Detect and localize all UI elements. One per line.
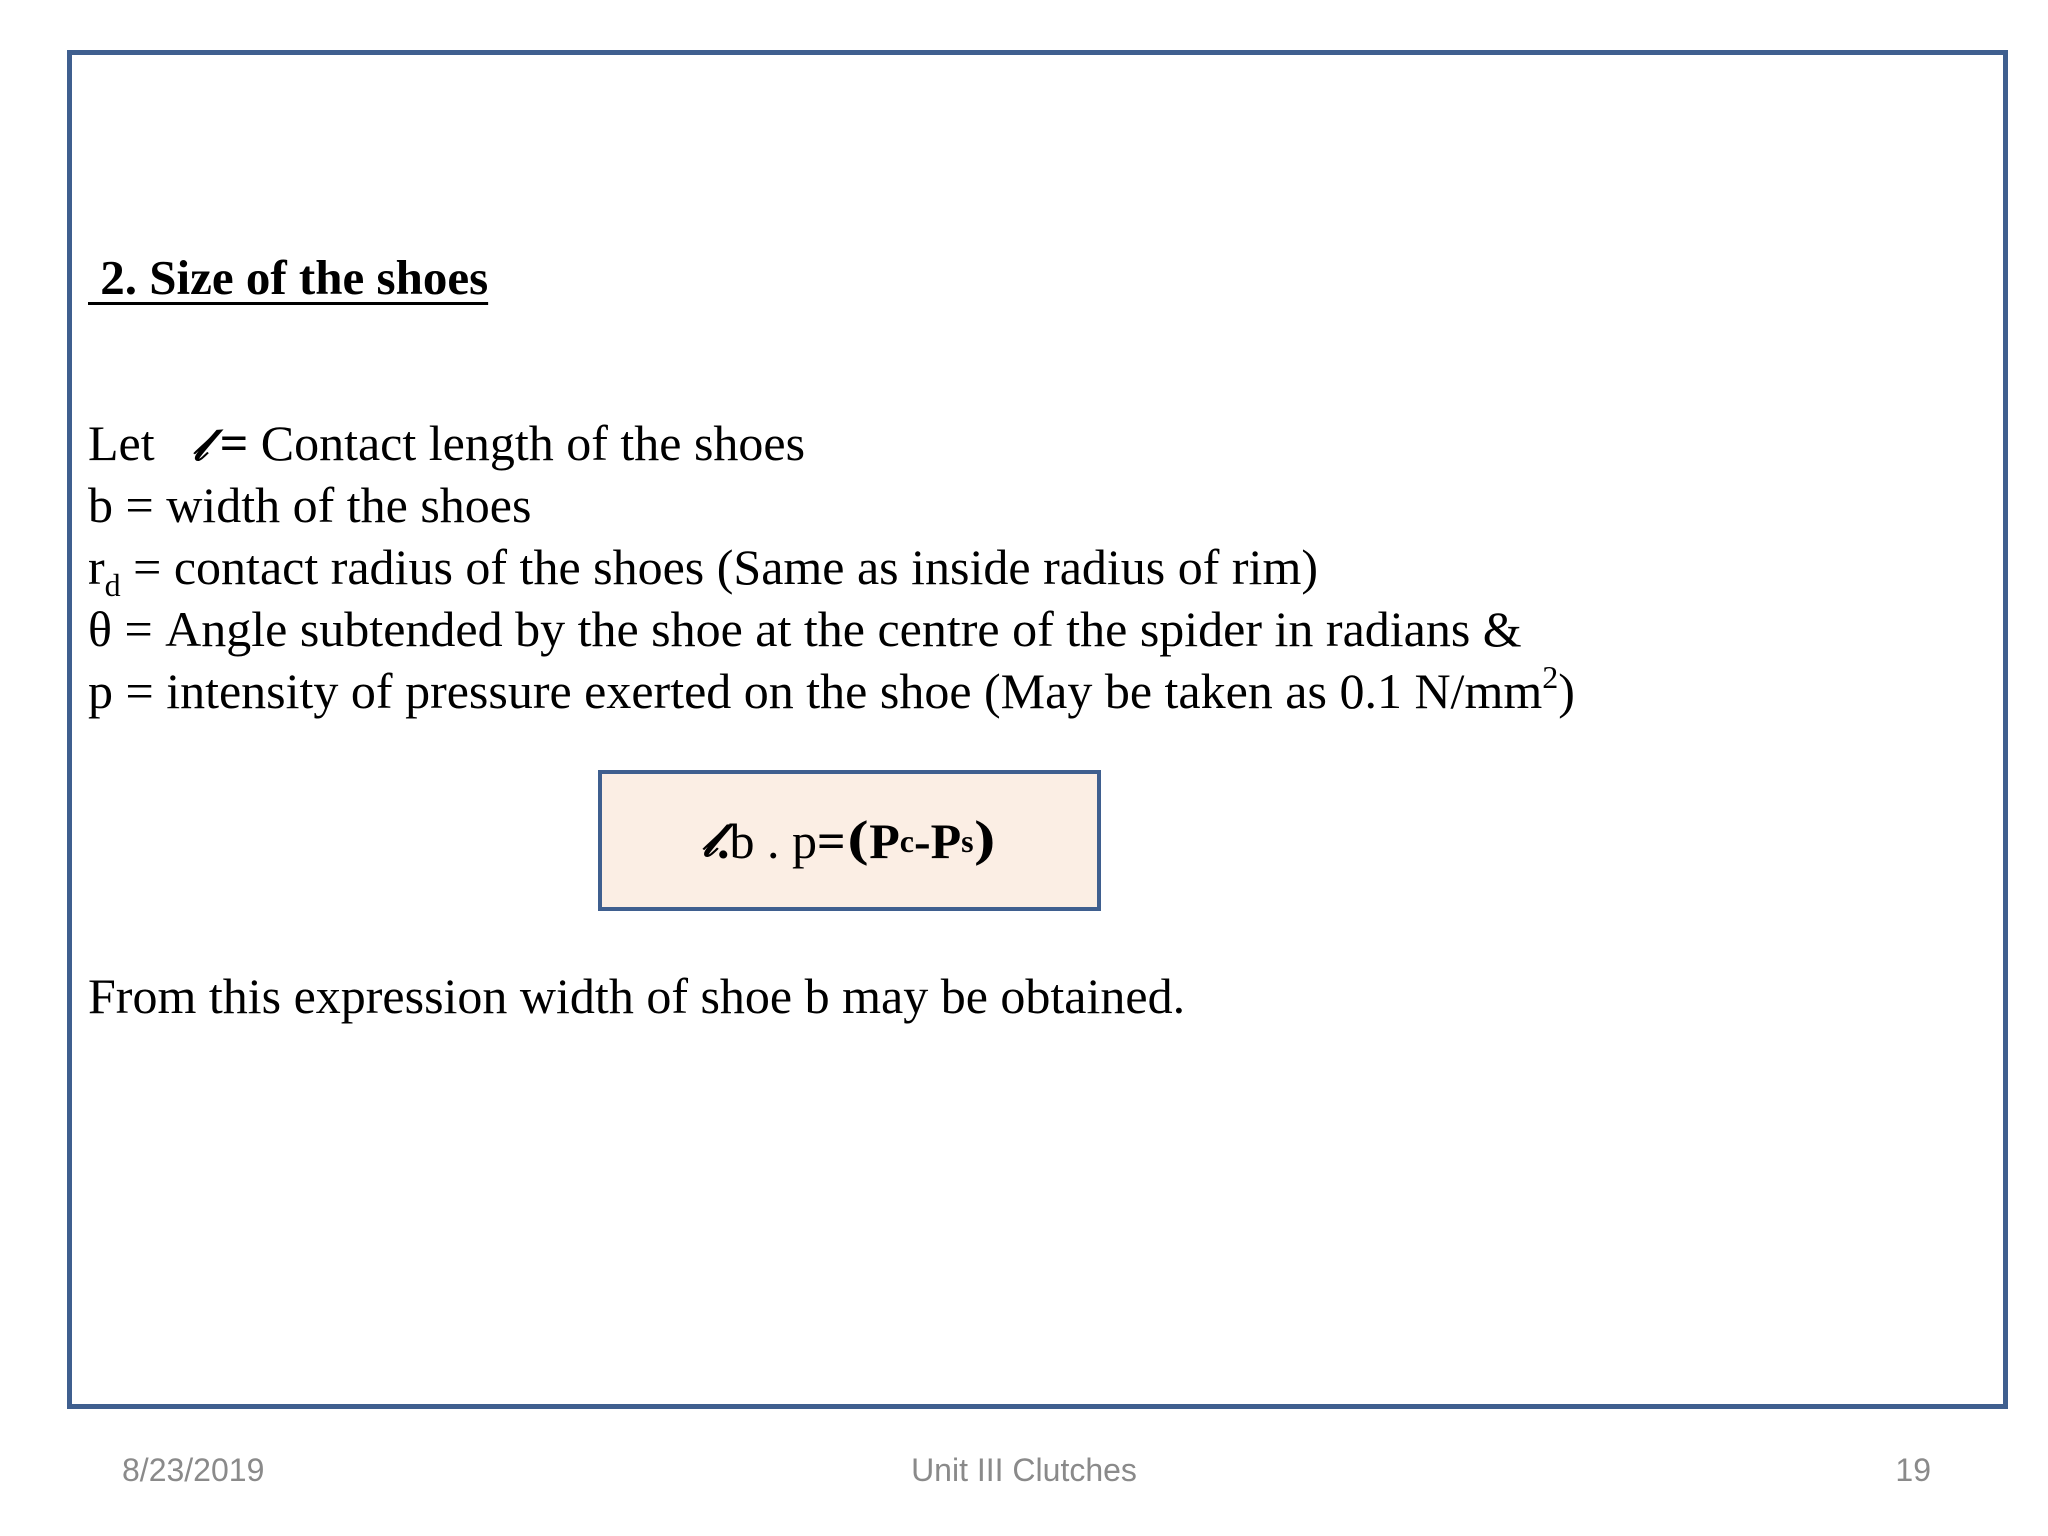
footer-title: Unit III Clutches <box>911 1452 1137 1488</box>
formula-close-paren: ) <box>973 811 998 870</box>
definition-contact-length <box>88 412 1575 474</box>
formula-open-paren: ( <box>845 811 870 870</box>
pressure-close: ) <box>1558 663 1575 719</box>
definition-contact-radius <box>88 536 1575 603</box>
formula-ps: P <box>930 812 962 869</box>
equals-sign: = <box>207 415 261 471</box>
formula-equals: = <box>817 812 846 869</box>
r-subscript: d <box>104 567 121 603</box>
let-prefix: Let <box>88 415 155 471</box>
definitions-block <box>88 412 1575 722</box>
footer-date: 8/23/2019 <box>122 1452 265 1488</box>
formula-ell-symbol: 𝓁 <box>701 812 718 867</box>
formula-middle: b . p <box>729 812 818 869</box>
ell-symbol: 𝓁 <box>192 420 208 471</box>
pressure-text: p = intensity of pressure exerted on the shoe (May be taken as 0.1 N/mm <box>88 663 1543 719</box>
footer-page-number: 19 <box>1895 1452 1931 1488</box>
pressure-unit-superscript: 2 <box>1542 659 1559 695</box>
formula-box: 𝓁 . b . p = ( P c - P s ) <box>598 770 1101 911</box>
ell-definition: Contact length of the shoes <box>260 415 806 471</box>
formula-minus: - <box>913 812 931 869</box>
definition-angle: θ = Angle subtended by the shoe at the centre of the spider in radians & <box>88 601 1522 657</box>
definition-width: b = width of the shoes <box>88 477 532 533</box>
section-heading: 2. Size of the shoes <box>88 250 489 305</box>
conclusion-text: From this expression width of shoe b may be obtained. <box>88 968 1186 1024</box>
formula-pc: P <box>869 812 900 869</box>
r-symbol: r <box>88 539 105 595</box>
formula-dot: . <box>717 812 730 869</box>
definition-pressure <box>88 660 1575 722</box>
r-definition: = contact radius of the shoes (Same as inside radius of rim) <box>120 539 1318 595</box>
